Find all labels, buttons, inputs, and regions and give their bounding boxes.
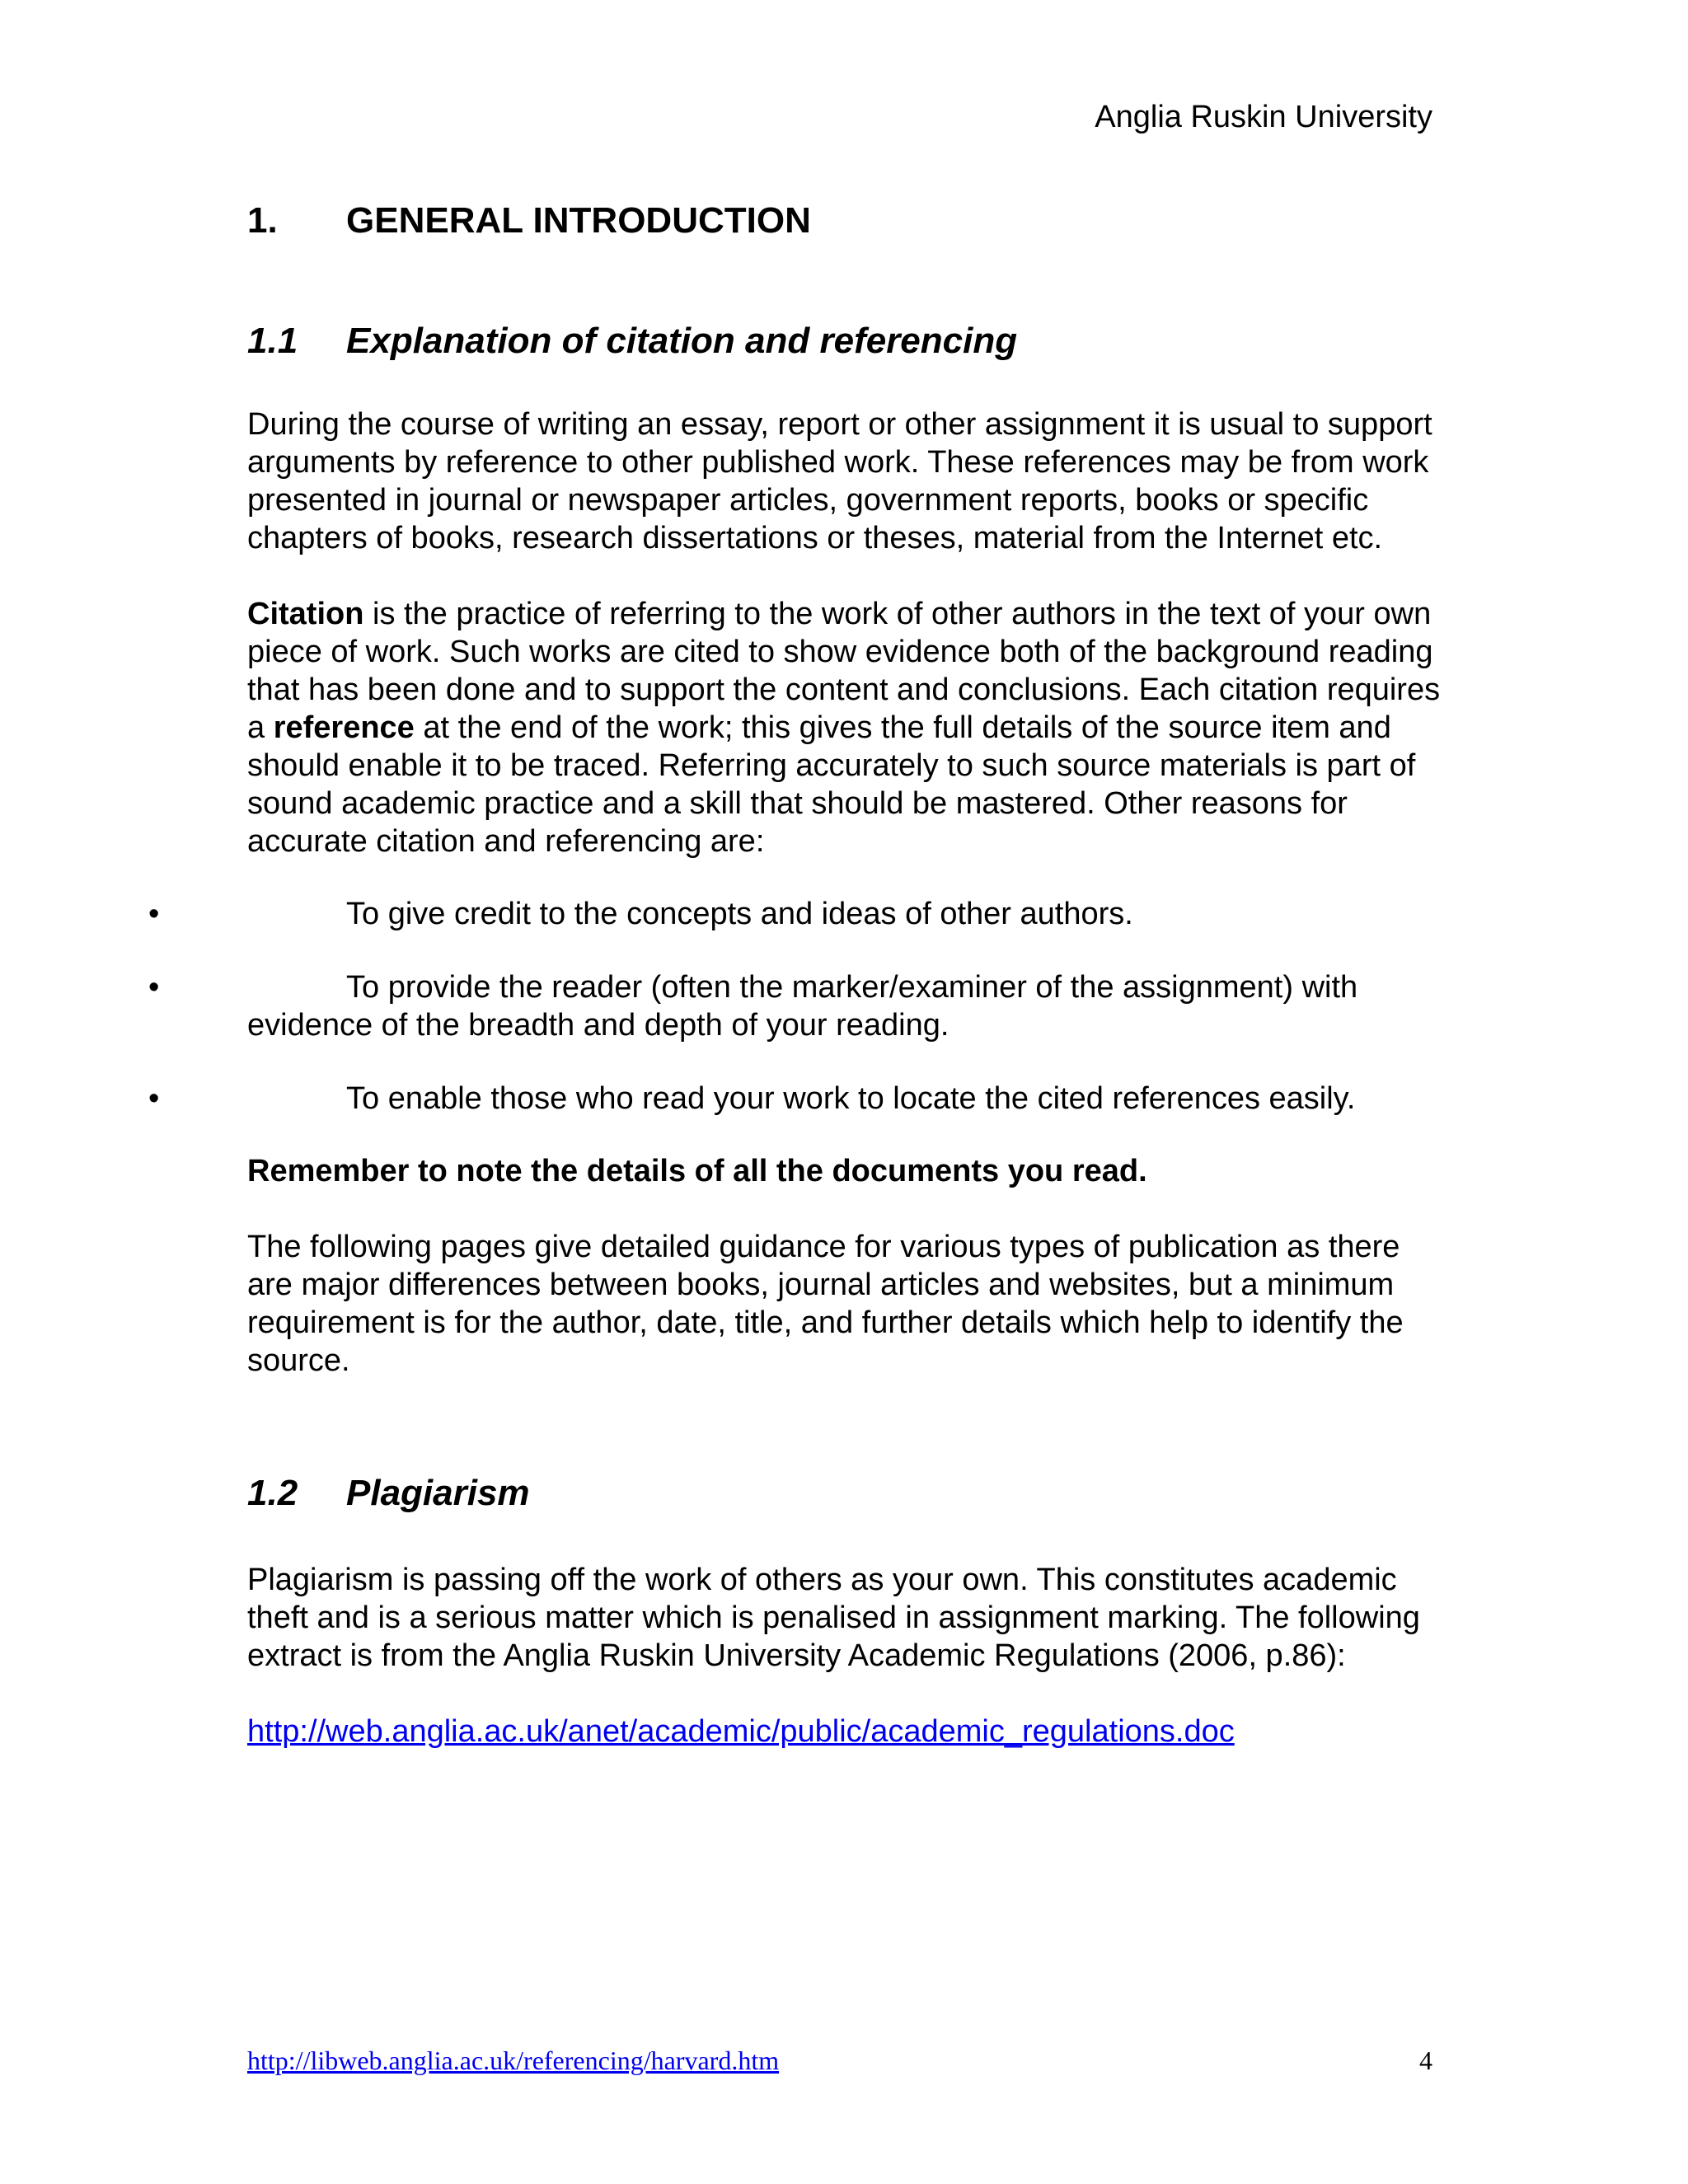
guidance-paragraph: The following pages give detailed guidance for various types of publication as there are major differences between books, journal articles and websites, but a minimum requirement is for the author, date, title, and further details which help to identify the source. (247, 1230, 1404, 1378)
footer-link[interactable]: http://libweb.anglia.ac.uk/referencing/harvard.htm (247, 2046, 780, 2075)
section-1-heading (247, 198, 1451, 244)
header-institution: Anglia Ruskin University (1095, 100, 1432, 134)
bullet-text: To give credit to the concepts and ideas of other authors. (346, 897, 1133, 931)
section-1-2-title: Plagiarism (346, 1473, 530, 1513)
section-1-2-heading (247, 1470, 1451, 1516)
academic-regulations-link[interactable]: http://web.anglia.ac.uk/anet/academic/public/academic_regulations.doc (247, 1714, 1235, 1749)
bullet-text: To enable those who read your work to locate the cited references easily. (346, 1081, 1356, 1116)
intro-paragraph: During the course of writing an essay, report or other assignment it is usual to support arguments by reference to other published work. These references may be from work presented in journal or newspaper articles, government reports, books or specific chapters of books, research dissertations or theses, material from the Internet etc. (247, 407, 1432, 555)
section-1-number: 1. (247, 200, 278, 241)
bullet-item (148, 895, 1451, 933)
section-1-2-number: 1.2 (247, 1473, 298, 1513)
bullet-item (148, 968, 1451, 1044)
section-1-1-heading (247, 318, 1451, 364)
citation-text-part2: at the end of the work; this gives the full details of the source item and should enable it to be traced. Referring accurately to such source materials is part of sound academic practice and a skill that should be mastered. Other reasons for accurate citation and referencing are: (247, 710, 1416, 859)
page-content (148, 198, 1451, 1750)
bullet-symbol: • (148, 970, 160, 1005)
citation-term: Citation (247, 597, 364, 631)
citation-text-part1: is the practice of referring to the work of other authors in the text of your own piece of work. Such works are cited to show evidence both of the background reading that has been done and to support the content and conclusions. Each citation requires a (247, 597, 1441, 745)
plagiarism-paragraph: Plagiarism is passing off the work of others as your own. This constitutes academic theft and is a serious matter which is penalised in assignment marking. The following extract is from the Anglia Ruskin University Academic Regulations (2006, p.86): (247, 1563, 1420, 1673)
section-1-1-title: Explanation of citation and referencing (346, 321, 1018, 361)
page-number: 4 (1419, 2046, 1432, 2075)
reference-term: reference (273, 710, 415, 745)
section-1-title: GENERAL INTRODUCTION (346, 200, 811, 241)
bullet-symbol: • (148, 1081, 160, 1116)
citation-paragraph (247, 595, 1451, 860)
bullet-symbol: • (148, 897, 160, 931)
reminder-note: Remember to note the details of all the documents you read. (247, 1154, 1147, 1188)
section-1-1-number: 1.1 (247, 321, 298, 361)
bullet-item (148, 1080, 1451, 1118)
bullet-text: To provide the reader (often the marker/examiner of the assignment) with evidence of the breadth and depth of your reading. (247, 970, 1358, 1043)
